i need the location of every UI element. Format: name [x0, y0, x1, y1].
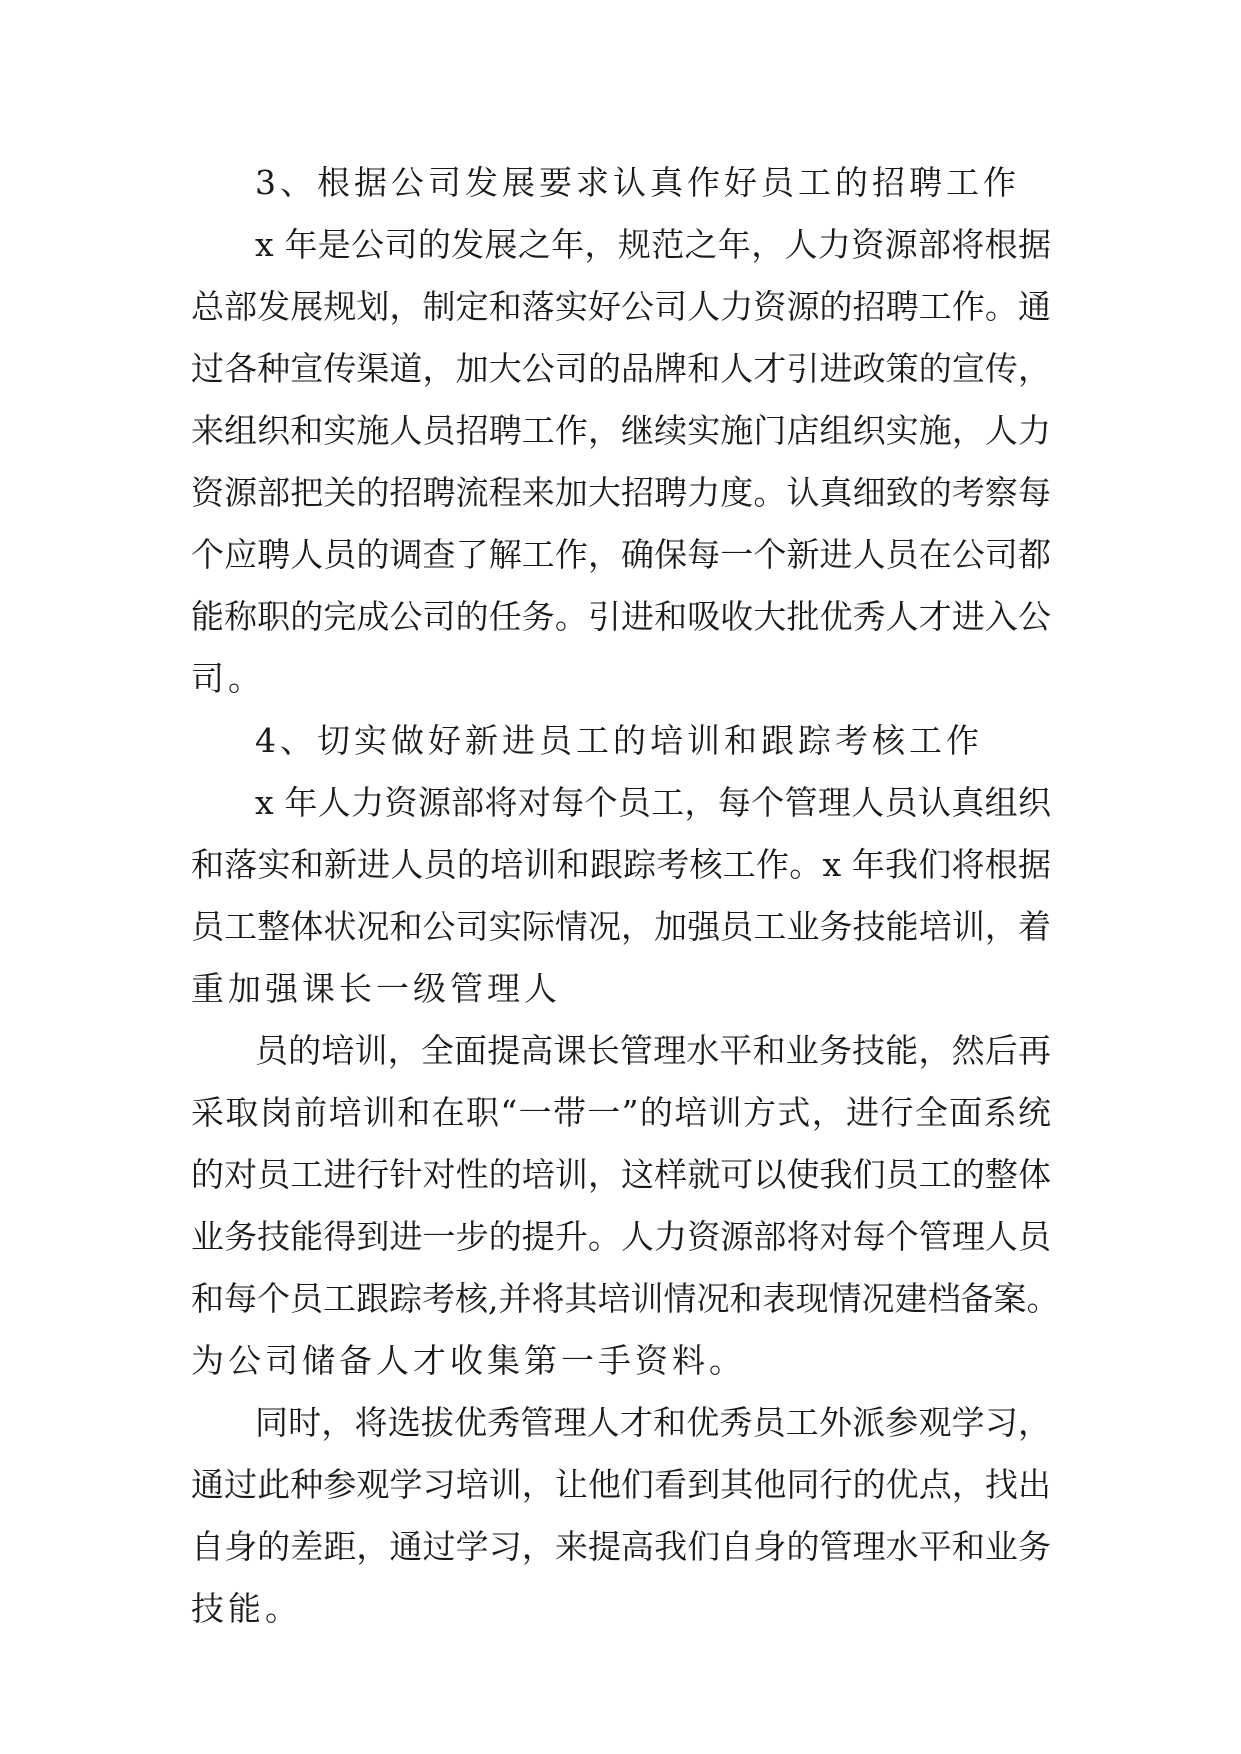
paragraph-line: 重加强课长一级管理人	[191, 969, 561, 1008]
paragraph-line: 为公司储备人才收集第一手资料。	[191, 1341, 746, 1380]
paragraph-training-method	[191, 1020, 1060, 1392]
paragraph-line: 个应聘人员的调查了解工作，确保每一个新进人员在公司都	[191, 535, 1051, 574]
paragraph-line: 自身的差距，通过学习，来提高我们自身的管理水平和业务	[191, 1527, 1051, 1566]
paragraph-line: 能称职的完成公司的任务。引进和吸收大批优秀人才进入公	[191, 597, 1051, 636]
paragraph-line: 和每个员工跟踪考核,并将其培训情况和表现情况建档备案。	[191, 1279, 1060, 1318]
paragraph-line: 员工整体状况和公司实际情况，加强员工业务技能培训，着	[191, 907, 1051, 946]
paragraph-line: x 年人力资源部将对每个员工，每个管理人员认真组织	[255, 783, 1051, 822]
section-heading-3: 3、根据公司发展要求认真作好员工的招聘工作	[255, 163, 1020, 202]
paragraph-line: 技能。	[191, 1589, 302, 1628]
paragraph-line: 同时，将选拔优秀管理人才和优秀员工外派参观学习，	[255, 1403, 1051, 1442]
document-body	[191, 152, 1060, 1640]
paragraph-line: 总部发展规划，制定和落实好公司人力资源的招聘工作。通	[191, 287, 1051, 326]
paragraph-line: 过各种宣传渠道，加大公司的品牌和人才引进政策的宣传，	[191, 349, 1051, 388]
paragraph-line: 的对员工进行针对性的培训，这样就可以使我们员工的整体	[191, 1155, 1051, 1194]
paragraph-line: 员的培训，全面提高课长管理水平和业务技能，然后再	[255, 1031, 1051, 1070]
paragraph-line: 业务技能得到进一步的提升。人力资源部将对每个管理人员	[191, 1217, 1051, 1256]
paragraph-line: 通过此种参观学习培训，让他们看到其他同行的优点，找出	[191, 1465, 1051, 1504]
paragraph-line: x 年是公司的发展之年，规范之年，人力资源部将根据	[255, 225, 1051, 264]
paragraph-training-plan	[191, 772, 1051, 1020]
section-heading-4: 4、切实做好新进员工的培训和跟踪考核工作	[255, 721, 983, 760]
paragraph-line: 司。	[191, 659, 265, 698]
paragraph-line: 采取岗前培训和在职“一带一”的培训方式，进行全面系统	[191, 1093, 1051, 1132]
paragraph-line: 资源部把关的招聘流程来加大招聘力度。认真细致的考察每	[191, 473, 1051, 512]
paragraph-line: 来组织和实施人员招聘工作，继续实施门店组织实施，人力	[191, 411, 1051, 450]
paragraph-recruitment	[191, 214, 1051, 710]
paragraph-external-study	[191, 1392, 1051, 1640]
paragraph-line: 和落实和新进人员的培训和跟踪考核工作。x 年我们将根据	[191, 845, 1051, 884]
